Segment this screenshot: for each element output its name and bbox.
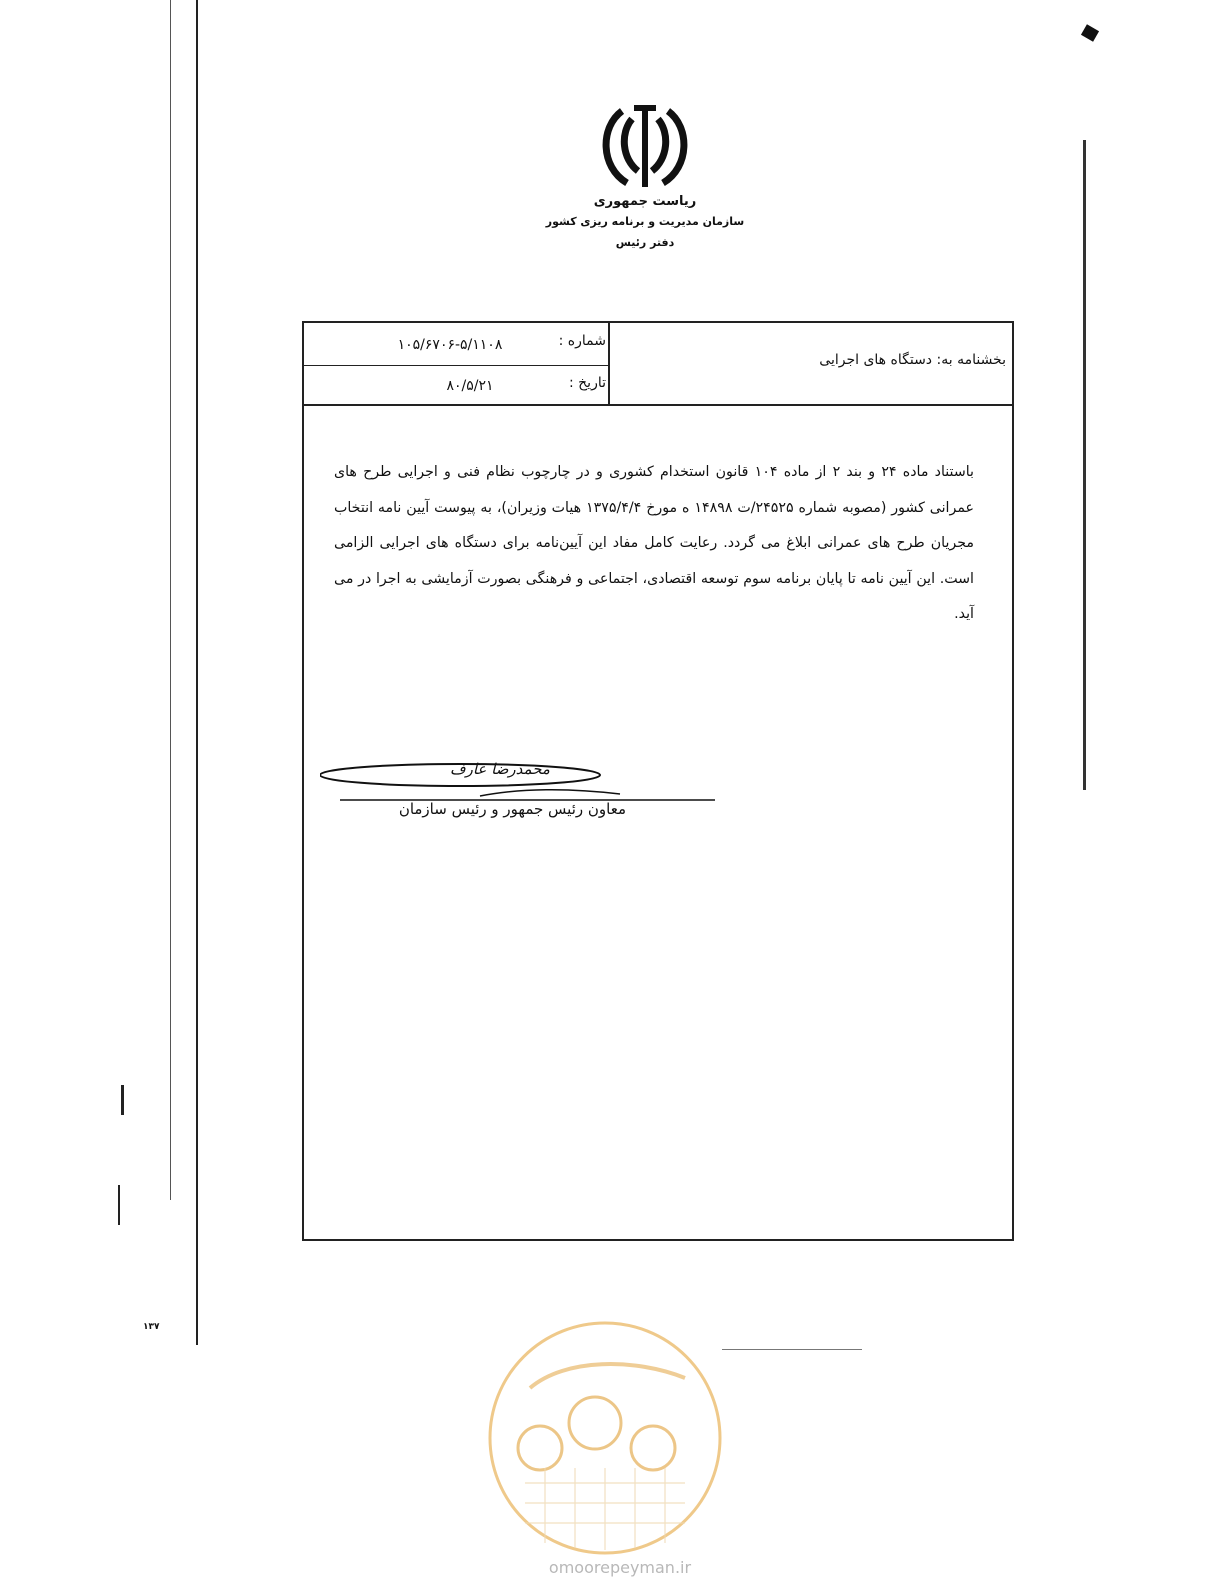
number-value: ۱۰۵/۶۷۰۶-۵/۱۱۰۸ xyxy=(397,337,503,353)
signer-title: معاون رئیس جمهور و رئیس سازمان xyxy=(398,800,626,818)
scan-dash xyxy=(722,1349,862,1350)
scan-mark xyxy=(118,1185,120,1225)
recipient-label: بخشنامه به: xyxy=(936,352,1006,368)
watermark-logo-icon xyxy=(485,1318,725,1558)
date-value: ۸۰/۵/۲۱ xyxy=(446,378,494,394)
date-label: تاریخ : xyxy=(568,375,606,391)
scan-edge-line xyxy=(196,0,198,1345)
recipient-block xyxy=(620,352,1006,368)
iran-emblem-icon xyxy=(592,97,698,193)
meta-row-divider xyxy=(302,365,609,366)
watermark-url: omoorepeyman.ir xyxy=(548,1558,692,1577)
scan-mark xyxy=(121,1085,124,1115)
recipient-value: دستگاه های اجرایی xyxy=(819,352,933,368)
meta-separator-line xyxy=(302,404,1014,406)
meta-column-divider xyxy=(608,321,610,406)
signer-name: محمدرضا عارف xyxy=(450,760,550,778)
letter-body: باستناد ماده ۲۴ و بند ۲ از ماده ۱۰۴ قانون استخدام کشوری و در چارچوب نظام فنی و اجرایی طرح های عمرانی کشور (مصوبه شماره ۲۴۵۲۵/ت ۱۴۸۹۸ ه مورخ ۱۳۷۵/۴/۴ هیات وزیران)، به پیوست آیین نامه انتخاب مجریان طرح های عمرانی ابلاغ می گردد. رعایت کامل مفاد این آیین‌نامه برای دستگاه های اجرایی الزامی است. این آیین نامه تا پایان برنامه سوم توسعه اقتصادی، اجتماعی و فرهنگی بصورت آزمایشی به اجرا در می آید. xyxy=(334,464,974,622)
scan-edge-line xyxy=(1083,140,1086,790)
page-number: ۱۳۷ xyxy=(143,1322,160,1332)
header-office: دفتر رئیس xyxy=(615,236,675,249)
number-label: شماره : xyxy=(558,333,606,349)
header-organization: سازمان مدیریت و برنامه ریزی کشور xyxy=(545,215,745,228)
scan-edge-line xyxy=(170,0,171,1200)
header-presidency: ریاست جمهوری xyxy=(593,194,697,209)
scan-dot xyxy=(1081,24,1099,41)
